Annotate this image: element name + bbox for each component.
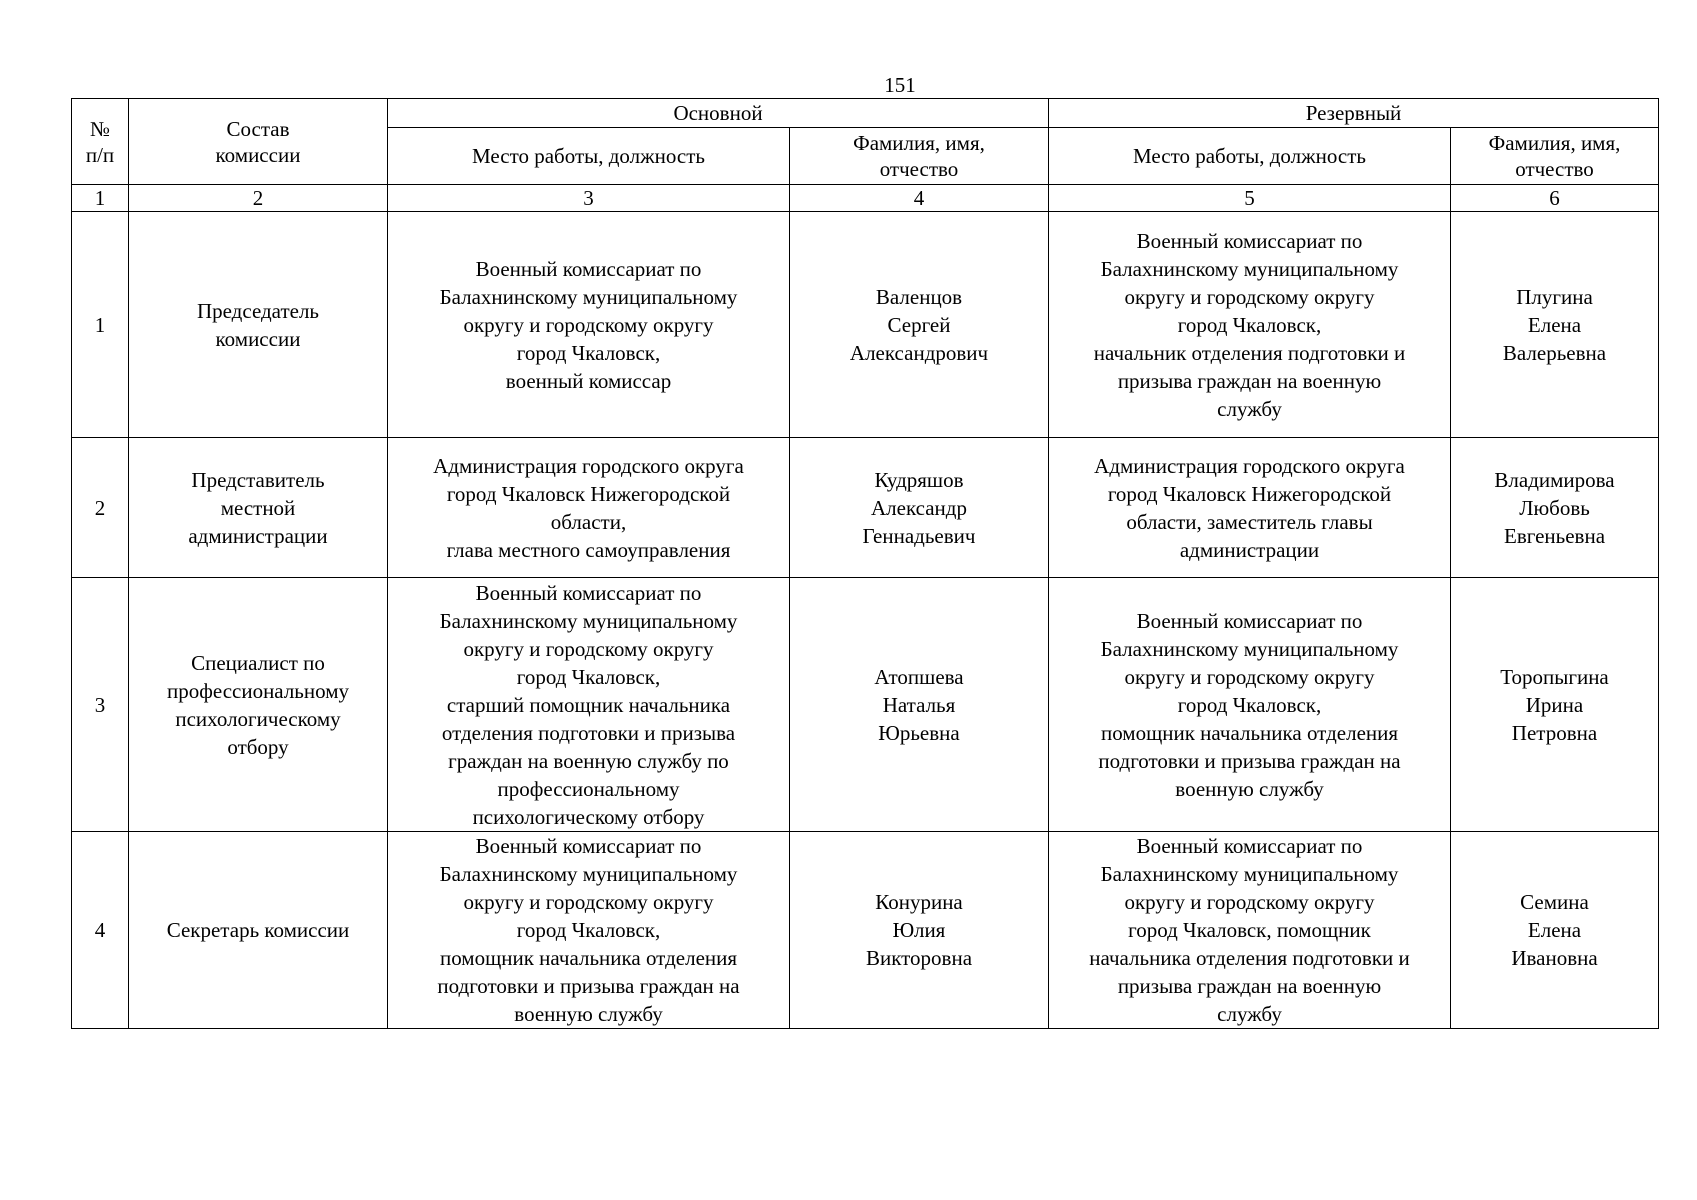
row-main-name: Конурина Юлия Викторовна [790, 832, 1049, 1029]
table-row [72, 832, 1659, 1029]
column-number: 2 [129, 185, 388, 212]
table-row [72, 212, 1659, 438]
row-role: Специалист по профессиональному психологическому отбору [129, 578, 388, 832]
row-role: Секретарь комиссии [129, 832, 388, 1029]
row-number: 4 [72, 832, 129, 1029]
commission-table [71, 98, 1659, 1029]
column-number: 3 [388, 185, 790, 212]
row-reserve-position: Администрация городского округа город Чкаловск Нижегородской области, заместитель главы администрации [1049, 438, 1451, 578]
row-reserve-name: Семина Елена Ивановна [1451, 832, 1659, 1029]
header-reserve: Резервный [1049, 99, 1659, 128]
row-number: 2 [72, 438, 129, 578]
row-main-name: Атопшева Наталья Юрьевна [790, 578, 1049, 832]
header-row-top [72, 99, 1659, 128]
header-no: № п/п [72, 99, 129, 185]
header-composition: Состав комиссии [129, 99, 388, 185]
row-reserve-name: Торопыгина Ирина Петровна [1451, 578, 1659, 832]
row-reserve-name: Владимирова Любовь Евгеньевна [1451, 438, 1659, 578]
row-reserve-name: Плугина Елена Валерьевна [1451, 212, 1659, 438]
column-number: 1 [72, 185, 129, 212]
column-number: 4 [790, 185, 1049, 212]
table-row [72, 438, 1659, 578]
header-main-workplace: Место работы, должность [388, 128, 790, 185]
row-role: Представитель местной администрации [129, 438, 388, 578]
header-main-fio: Фамилия, имя, отчество [790, 128, 1049, 185]
header-reserve-workplace: Место работы, должность [1049, 128, 1451, 185]
row-reserve-position: Военный комиссариат по Балахнинскому муниципальному округу и городскому округу город Чкаловск, помощник начальника отделения подготовки и призыва граждан на военную службу [1049, 832, 1451, 1029]
header-main: Основной [388, 99, 1049, 128]
row-main-name: Кудряшов Александр Геннадьевич [790, 438, 1049, 578]
row-reserve-position: Военный комиссариат по Балахнинскому муниципальному округу и городскому округу город Чкаловск, начальник отделения подготовки и призыва граждан на военную службу [1049, 212, 1451, 438]
row-number: 3 [72, 578, 129, 832]
row-role: Председатель комиссии [129, 212, 388, 438]
header-reserve-fio: Фамилия, имя, отчество [1451, 128, 1659, 185]
table-row [72, 578, 1659, 832]
row-number: 1 [72, 212, 129, 438]
column-number: 6 [1451, 185, 1659, 212]
row-reserve-position: Военный комиссариат по Балахнинскому муниципальному округу и городскому округу город Чкаловск, помощник начальника отделения подготовки и призыва граждан на военную службу [1049, 578, 1451, 832]
row-main-position: Военный комиссариат по Балахнинскому муниципальному округу и городскому округу город Чкаловск, старший помощник начальника отделения подготовки и призыва граждан на военную службу по профессиональному психологическому отбору [388, 578, 790, 832]
row-main-position: Военный комиссариат по Балахнинскому муниципальному округу и городскому округу город Чкаловск, помощник начальника отделения подготовки и призыва граждан на военную службу [388, 832, 790, 1029]
column-number: 5 [1049, 185, 1451, 212]
row-main-position: Военный комиссариат по Балахнинскому муниципальному округу и городскому округу город Чкаловск, военный комиссар [388, 212, 790, 438]
column-number-row [72, 185, 1659, 212]
page-number: 151 [884, 73, 916, 97]
row-main-name: Валенцов Сергей Александрович [790, 212, 1049, 438]
row-main-position: Администрация городского округа город Чкаловск Нижегородской области, глава местного самоуправления [388, 438, 790, 578]
